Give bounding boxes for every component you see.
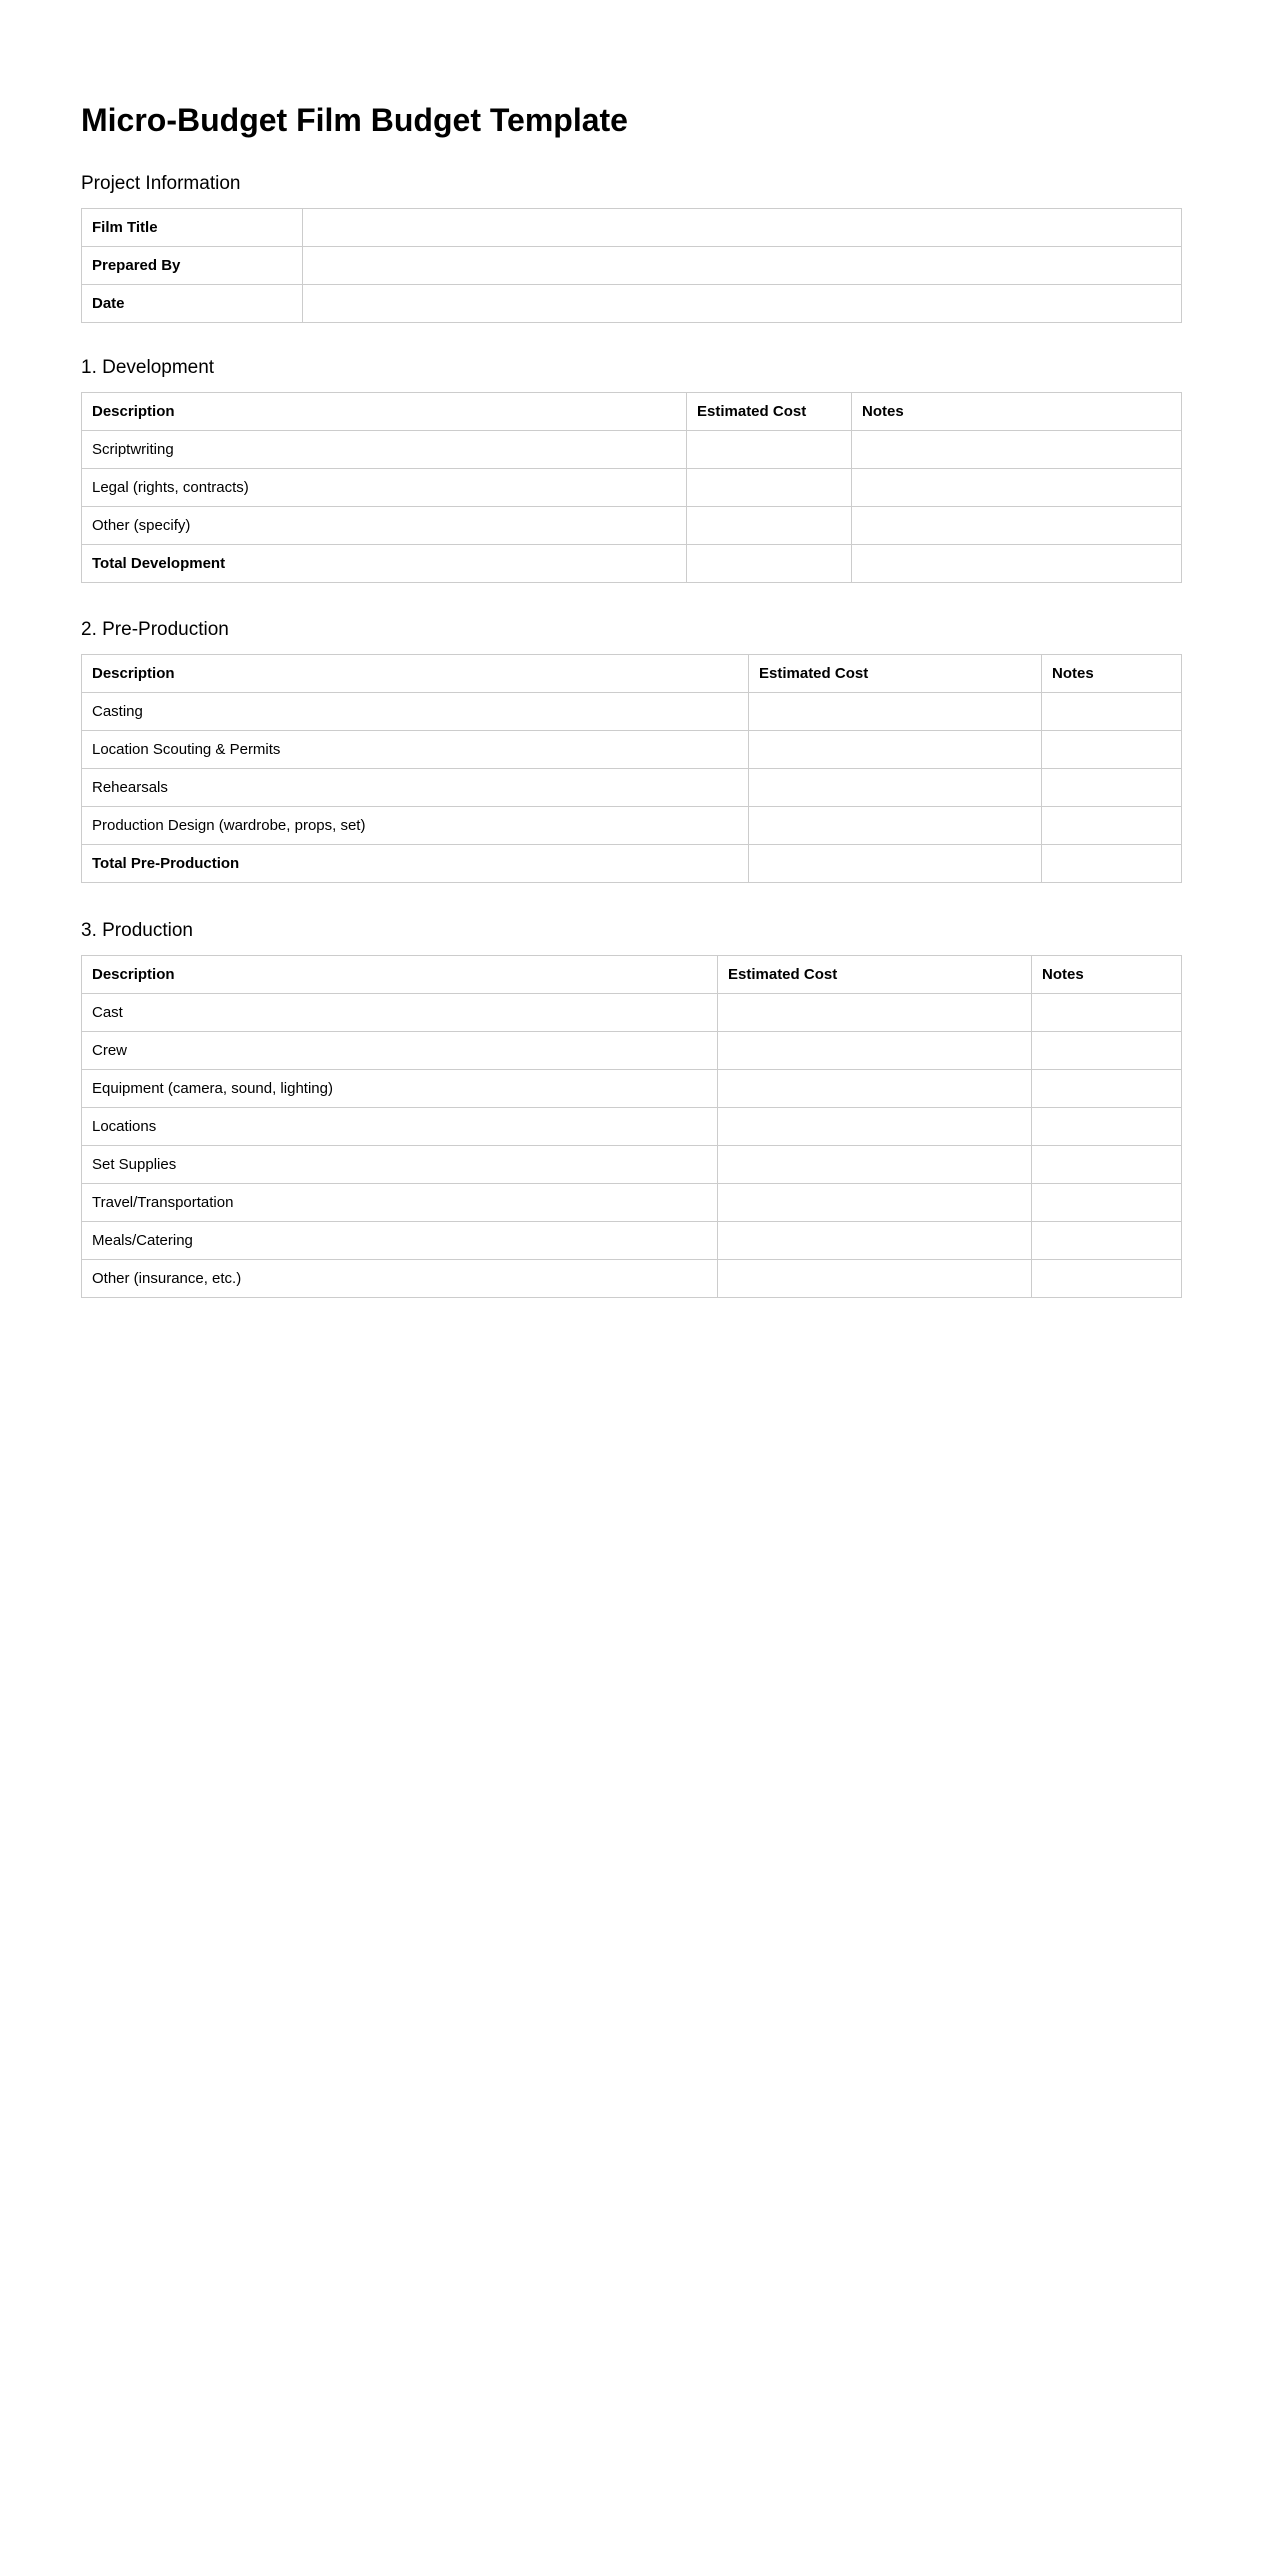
table-row (82, 1108, 1182, 1146)
column-header-notes: Notes (852, 393, 1182, 431)
row-description: Equipment (camera, sound, lighting) (82, 1070, 718, 1108)
table-row (82, 431, 1182, 469)
column-header-estimated-cost: Estimated Cost (749, 655, 1042, 693)
row-notes-cell[interactable] (1032, 1184, 1182, 1222)
column-header-description: Description (82, 956, 718, 994)
prepared-by-field[interactable] (303, 247, 1182, 285)
row-notes-cell[interactable] (852, 469, 1182, 507)
date-field[interactable] (303, 285, 1182, 323)
date-label: Date (82, 285, 303, 323)
table-row (82, 1032, 1182, 1070)
total-development-label: Total Development (82, 545, 687, 583)
column-header-description: Description (82, 655, 749, 693)
row-notes-cell[interactable] (1042, 769, 1182, 807)
column-header-notes: Notes (1042, 655, 1182, 693)
row-description: Other (specify) (82, 507, 687, 545)
table-row (82, 1070, 1182, 1108)
total-notes-cell[interactable] (852, 545, 1182, 583)
total-notes-cell[interactable] (1042, 845, 1182, 883)
row-description: Production Design (wardrobe, props, set) (82, 807, 749, 845)
row-notes-cell[interactable] (1032, 994, 1182, 1032)
table-row (82, 693, 1182, 731)
row-notes-cell[interactable] (1032, 1146, 1182, 1184)
project-info-table (81, 208, 1182, 323)
row-cost-cell[interactable] (749, 731, 1042, 769)
row-cost-cell[interactable] (718, 1032, 1032, 1070)
production-table (81, 955, 1182, 1298)
film-title-label: Film Title (82, 209, 303, 247)
row-cost-cell[interactable] (718, 1070, 1032, 1108)
row-cost-cell[interactable] (687, 469, 852, 507)
page-title: Micro-Budget Film Budget Template (81, 102, 628, 138)
row-description: Travel/Transportation (82, 1184, 718, 1222)
row-cost-cell[interactable] (749, 769, 1042, 807)
row-cost-cell[interactable] (718, 1184, 1032, 1222)
column-header-estimated-cost: Estimated Cost (687, 393, 852, 431)
row-description: Rehearsals (82, 769, 749, 807)
row-description: Crew (82, 1032, 718, 1070)
total-row (82, 845, 1182, 883)
table-row (82, 469, 1182, 507)
prepared-by-label: Prepared By (82, 247, 303, 285)
row-cost-cell[interactable] (687, 507, 852, 545)
row-cost-cell[interactable] (718, 1260, 1032, 1298)
row-cost-cell[interactable] (718, 994, 1032, 1032)
row-description: Location Scouting & Permits (82, 731, 749, 769)
row-notes-cell[interactable] (852, 431, 1182, 469)
development-heading: 1. Development (81, 357, 215, 378)
row-description: Other (insurance, etc.) (82, 1260, 718, 1298)
table-row (82, 807, 1182, 845)
row-description: Cast (82, 994, 718, 1032)
total-cost-cell[interactable] (687, 545, 852, 583)
row-notes-cell[interactable] (1032, 1032, 1182, 1070)
table-row (82, 731, 1182, 769)
row-cost-cell[interactable] (718, 1108, 1032, 1146)
total-pre-production-label: Total Pre-Production (82, 845, 749, 883)
production-heading: 3. Production (81, 920, 193, 941)
row-description: Scriptwriting (82, 431, 687, 469)
row-description: Locations (82, 1108, 718, 1146)
table-row (82, 1222, 1182, 1260)
pre-production-heading: 2. Pre-Production (81, 619, 229, 640)
row-cost-cell[interactable] (718, 1222, 1032, 1260)
table-row (82, 507, 1182, 545)
row-description: Legal (rights, contracts) (82, 469, 687, 507)
row-description: Casting (82, 693, 749, 731)
project-info-heading: Project Information (81, 173, 241, 194)
development-table (81, 392, 1182, 583)
row-description: Set Supplies (82, 1146, 718, 1184)
row-notes-cell[interactable] (1032, 1070, 1182, 1108)
row-cost-cell[interactable] (749, 807, 1042, 845)
table-row (82, 209, 1182, 247)
row-notes-cell[interactable] (1032, 1260, 1182, 1298)
table-row (82, 285, 1182, 323)
table-row (82, 247, 1182, 285)
column-header-estimated-cost: Estimated Cost (718, 956, 1032, 994)
film-title-field[interactable] (303, 209, 1182, 247)
row-cost-cell[interactable] (687, 431, 852, 469)
row-notes-cell[interactable] (1032, 1108, 1182, 1146)
row-notes-cell[interactable] (852, 507, 1182, 545)
row-description: Meals/Catering (82, 1222, 718, 1260)
total-cost-cell[interactable] (749, 845, 1042, 883)
table-header-row (82, 655, 1182, 693)
row-cost-cell[interactable] (749, 693, 1042, 731)
table-row (82, 1184, 1182, 1222)
total-row (82, 545, 1182, 583)
column-header-description: Description (82, 393, 687, 431)
row-notes-cell[interactable] (1042, 807, 1182, 845)
column-header-notes: Notes (1032, 956, 1182, 994)
table-row (82, 769, 1182, 807)
table-row (82, 994, 1182, 1032)
pre-production-table (81, 654, 1182, 883)
table-header-row (82, 393, 1182, 431)
table-row (82, 1260, 1182, 1298)
row-cost-cell[interactable] (718, 1146, 1032, 1184)
row-notes-cell[interactable] (1032, 1222, 1182, 1260)
table-row (82, 1146, 1182, 1184)
row-notes-cell[interactable] (1042, 731, 1182, 769)
row-notes-cell[interactable] (1042, 693, 1182, 731)
table-header-row (82, 956, 1182, 994)
